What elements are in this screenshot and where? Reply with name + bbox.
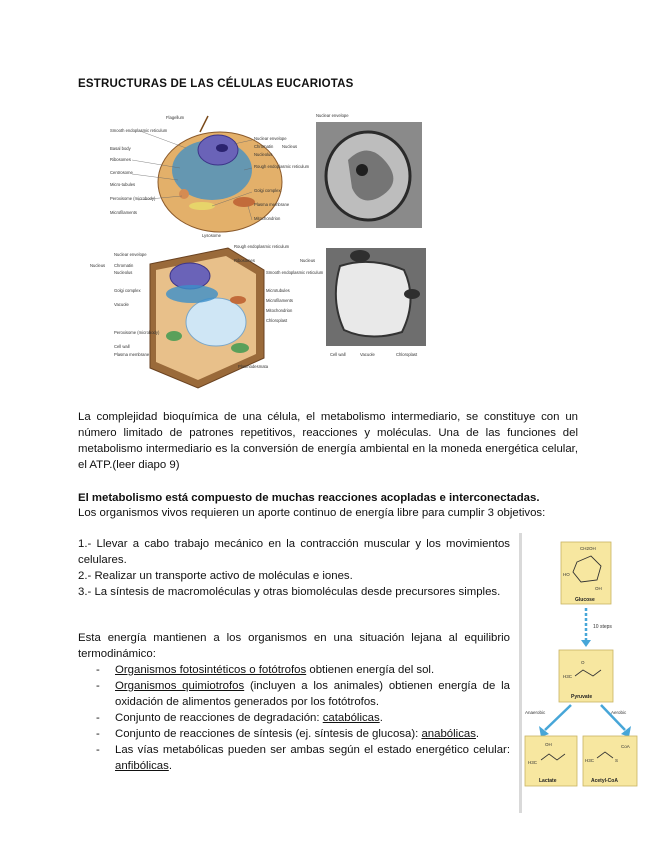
- animal-label-left-6: Peroxisome (microbody): [110, 196, 156, 201]
- bullet-catabolic: [78, 710, 510, 726]
- acetyl-h3c: H3C: [585, 758, 595, 763]
- plant-cell-vacuole: [186, 298, 246, 346]
- plant-label-left-0: Nuclear envelope: [114, 252, 147, 257]
- plant-label-left-6: Peroxisome (microbody): [114, 330, 160, 335]
- plant-label-left-8: Plasma membrane: [114, 352, 150, 357]
- animal-label-right-2: Nucleolus: [254, 152, 273, 157]
- bullet-3-underlined: anabólicas: [421, 728, 476, 740]
- animal-cell-nucleolus: [216, 144, 228, 152]
- energy-source-list: [78, 662, 510, 774]
- glucose-label: Glucose: [575, 597, 595, 603]
- bullet-4-pre: Las vías metabólicas pueden ser ambas según el estado energético celular:: [115, 744, 510, 756]
- animal-cell-lysosome: [179, 189, 189, 199]
- animal-label-right-1: Chromatin: [254, 144, 274, 149]
- plant-cell-er: [166, 285, 218, 303]
- bullet-0-underlined: Organismos fotosintéticos o fotótrofos: [115, 664, 307, 676]
- plant-label-left-4: Golgi complex: [114, 288, 141, 293]
- animal-label-left-4: Centrosome: [110, 170, 133, 175]
- sidebar-divider: [519, 533, 522, 813]
- bullet-2-underlined: catabólicas: [322, 712, 380, 724]
- bullet-phototrophs: [78, 662, 510, 678]
- bullet-0-text: obtienen energía del sol.: [306, 664, 435, 676]
- objective-1: 1.- Llevar a cabo trabajo mecánico en la contracción muscular y los movimientos celulares.: [78, 538, 510, 566]
- plant-micrograph: [300, 244, 430, 364]
- intro-paragraph: La complejidad bioquímica de una célula, el metabolismo intermediario, se constituye con un número limitado de patrones repetitivos, reacciones y moléculas. Una de las funciones del metabolismo intermediario es la conversión de energía ambiental en la moneda energética celular, el ATP.(leer diapo 9): [78, 411, 578, 471]
- animal-label-left-5: Micro-tubules: [110, 182, 136, 187]
- bullet-anabolic: [78, 726, 510, 742]
- animal-label-left-2: Basal body: [110, 146, 131, 151]
- glucose-ch2oh: CH2OH: [580, 546, 596, 551]
- animal-label-left-1: Smooth endoplasmic reticulum: [110, 128, 168, 133]
- equilibrium-section: [78, 630, 510, 774]
- bullet-1-text: (incluyen a los animales) obtienen energía de la oxidación de alimentos generados por los fotótrofos.: [115, 680, 510, 708]
- plant-label-right-0: Rough endoplasmic reticulum: [234, 244, 290, 249]
- acetyl-coa: CoA: [621, 744, 630, 749]
- bullet-3-pre: Conjunto de reacciones de síntesis (ej. síntesis de glucosa):: [115, 728, 422, 740]
- plant-label-left-7: Cell wall: [114, 344, 130, 349]
- plant-label-right-2: Smooth endoplasmic reticulum: [266, 270, 324, 275]
- animal-cell-mitochondrion: [233, 197, 255, 207]
- animal-cell-diagram: [108, 110, 310, 240]
- animal-label-right-7: Mitochondrion: [254, 216, 281, 221]
- animal-label-right-3: Nucleus: [282, 144, 298, 149]
- bullet-4-text: .: [168, 760, 172, 772]
- lactate-h3c: H3C: [528, 760, 538, 765]
- plant-cell-chloroplast-2: [166, 331, 182, 341]
- bullet-4-underlined: anfibólicas: [115, 760, 169, 772]
- plant-label-left-3: Nucleus: [90, 263, 106, 268]
- plant-label-left-5: Vacuole: [114, 302, 129, 307]
- plant-micrograph-label-0: Nucleus: [300, 258, 316, 263]
- pyruvate-h3c: H3C: [563, 674, 573, 679]
- plant-label-bottom: Plasmodesmata: [238, 364, 269, 369]
- plant-label-right-1: Ribosomes: [234, 258, 255, 263]
- micrograph-vacuole: [336, 262, 411, 337]
- animal-label-left-0: Flagellum: [166, 115, 185, 120]
- plant-label-right-6: Chloroplast: [266, 318, 288, 323]
- plant-label-right-4: Microfilaments: [266, 298, 293, 303]
- plant-cell-mitochondrion: [230, 296, 246, 304]
- aerobic-label: Aerobic: [611, 710, 627, 715]
- arrow-head-1: [581, 640, 591, 647]
- animal-label-right-4: Rough endoplasmic reticulum: [254, 164, 310, 169]
- nucleus-micrograph: [308, 110, 426, 230]
- metabolism-heading: El metabolismo está compuesto de muchas reacciones acopladas e interconectadas.: [78, 492, 540, 504]
- animal-label-right-6: Plasma membrane: [254, 202, 290, 207]
- bullet-2-pre: Conjunto de reacciones de degradación:: [115, 712, 323, 724]
- plant-micrograph-label-3: Chloroplast: [396, 352, 418, 357]
- bullet-1-underlined: Organismos quimiotrofos: [115, 680, 245, 692]
- bullet-3-text: .: [475, 728, 480, 740]
- bullet-amphibolic: [78, 742, 510, 774]
- animal-label-left-3: Ribosomes: [110, 157, 131, 162]
- anaerobic-label: Anaerobic: [525, 710, 546, 715]
- acetyl-label: Acetyl-CoA: [591, 778, 618, 784]
- energy-paragraph: Los organismos vivos requieren un aporte continuo de energía libre para cumplir 3 objetivos:: [78, 507, 546, 519]
- animal-label-right-0: Nuclear envelope: [254, 136, 287, 141]
- animal-label-right-5: Golgi complex: [254, 188, 281, 193]
- plant-label-right-5: Mitochondrion: [266, 308, 293, 313]
- arrow-aerobic: [601, 705, 625, 730]
- animal-cell-golgi: [189, 202, 215, 210]
- bullet-chemotrophs: [78, 678, 510, 710]
- arrow-anaerobic: [545, 705, 571, 730]
- nucleus-micrograph-label: Nuclear envelope: [316, 113, 349, 118]
- glucose-oh: OH: [595, 586, 602, 591]
- plant-label-left-1: Chromatin: [114, 263, 134, 268]
- page-title: ESTRUCTURAS DE LAS CÉLULAS EUCARIOTAS: [78, 78, 354, 90]
- steps-label: 10 steps: [593, 624, 612, 630]
- objective-3: 3.- La síntesis de macromoléculas y otras biomoléculas desde precursores simples.: [78, 586, 501, 598]
- plant-label-left-2: Nucleolus: [114, 270, 133, 275]
- plant-cell-diagram: [88, 240, 324, 392]
- glucose-ho: HO: [563, 572, 570, 577]
- lactate-oh: OH: [545, 742, 552, 747]
- lactate-label: Lactate: [539, 778, 557, 784]
- equilibrium-paragraph: Esta energía mantienen a los organismos en una situación lejana al equilibrio termodinámico:: [78, 632, 510, 660]
- objective-2: 2.- Realizar un transporte activo de moléculas e iones.: [78, 570, 353, 582]
- bullet-2-text: .: [379, 712, 383, 724]
- plant-label-right-3: Microtubules: [266, 288, 290, 293]
- pyruvate-o: O: [581, 660, 585, 665]
- pyruvate-label: Pyruvate: [571, 694, 593, 700]
- animal-label-left-7: Microfilaments: [110, 210, 137, 215]
- acetyl-s: S: [615, 758, 619, 763]
- animal-label-bottom: Lysosome: [202, 233, 221, 238]
- plant-cell-chloroplast-1: [231, 343, 249, 353]
- glycolysis-diagram: [525, 540, 637, 790]
- plant-micrograph-label-2: Vacuole: [360, 352, 375, 357]
- plant-micrograph-label-1: Cell wall: [330, 352, 346, 357]
- objectives-list: [78, 536, 510, 600]
